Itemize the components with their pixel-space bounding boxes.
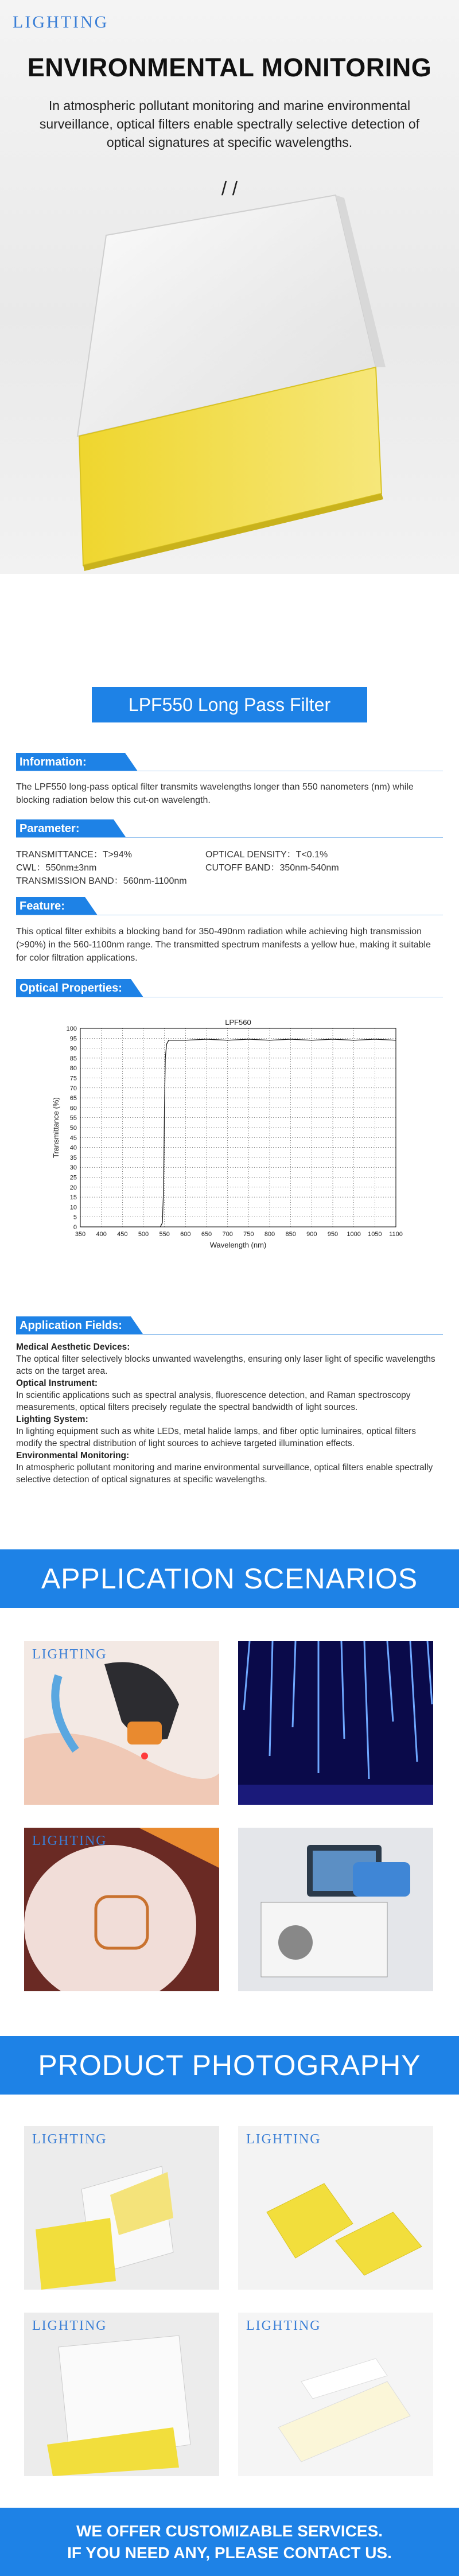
scenario-brand-2: LIGHTING bbox=[32, 1833, 107, 1848]
feature-label: Feature: bbox=[16, 897, 85, 915]
chart-x-tick-label: 900 bbox=[306, 1231, 317, 1238]
lab-instrument-image bbox=[238, 1828, 433, 1991]
af-heading-medical: Medical Aesthetic Devices: bbox=[16, 1342, 130, 1352]
chart-series bbox=[80, 1039, 396, 1227]
chart-y-tick-label: 40 bbox=[69, 1144, 77, 1152]
chart-x-tick-label: 1000 bbox=[347, 1231, 361, 1238]
chart-y-axis-label: Transmittance (%) bbox=[52, 1097, 60, 1158]
contact-line-1: WE OFFER CUSTOMIZABLE SERVICES. bbox=[76, 2522, 383, 2540]
chart-x-tick-label: 400 bbox=[96, 1231, 107, 1238]
chart-y-tick-label: 95 bbox=[69, 1035, 77, 1043]
product-brand-2: LIGHTING bbox=[246, 2132, 321, 2147]
scenario-photo-lighting bbox=[238, 1641, 433, 1805]
hero-section bbox=[0, 0, 459, 574]
chart-x-tick-label: 1050 bbox=[368, 1231, 382, 1238]
chart-y-tick-label: 45 bbox=[69, 1134, 77, 1142]
chart-y-tick-label: 25 bbox=[69, 1174, 77, 1182]
skin-treatment-image bbox=[24, 1828, 219, 1991]
chart-y-tick-label: 30 bbox=[69, 1164, 77, 1172]
chart-y-tick-label: 5 bbox=[73, 1214, 77, 1221]
chart-y-tick-label: 70 bbox=[69, 1085, 77, 1092]
information-text: The LPF550 long-pass optical filter transmits wavelengths longer than 550 nanometers (nm) while blocking radiation below this cut-on wavelength. bbox=[16, 782, 414, 805]
hero-divider: / / bbox=[221, 178, 238, 200]
chart-x-tick-label: 750 bbox=[243, 1231, 254, 1238]
chart-y-tick-label: 55 bbox=[69, 1114, 77, 1122]
product-photo-2 bbox=[238, 2126, 433, 2290]
product-brand-3: LIGHTING bbox=[32, 2318, 107, 2333]
chart-y-tick-label: 50 bbox=[69, 1125, 77, 1132]
param-optical-density: OPTICAL DENSITY：T<0.1% bbox=[205, 850, 328, 860]
af-text-environmental: In atmospheric pollutant monitoring and marine environmental surveillance, optical filters enable spectrally selective detection of optical signatures at specific wavelengths. bbox=[16, 1463, 433, 1485]
af-text-lighting: In lighting equipment such as white LEDs, metal halide lamps, and fiber optic luminaires, optical filters modify the spectral distribution of light sources to achieve targeted illumination effects. bbox=[16, 1427, 416, 1448]
product-brand-1: LIGHTING bbox=[32, 2132, 107, 2147]
contact-banner bbox=[0, 2508, 459, 2576]
param-transmission-band: TRANSMISSION BAND：560nm-1100nm bbox=[16, 876, 187, 886]
scenario-brand-1: LIGHTING bbox=[32, 1647, 107, 1662]
af-text-medical: The optical filter selectively blocks unwanted wavelengths, ensuring only laser light of specific wavelengths acts on the target area. bbox=[16, 1354, 435, 1376]
contact-line-2: IF YOU NEED ANY, PLEASE CONTACT US. bbox=[67, 2544, 392, 2562]
product-photo-3 bbox=[24, 2313, 219, 2476]
chart-x-tick-label: 950 bbox=[327, 1231, 339, 1238]
chart-y-tick-label: 35 bbox=[69, 1154, 77, 1161]
application-scenarios-banner: APPLICATION SCENARIOS bbox=[0, 1549, 459, 1608]
chart-x-axis-label: Wavelength (nm) bbox=[209, 1241, 267, 1249]
chart-x-tick-label: 450 bbox=[117, 1231, 128, 1238]
param-cwl: CWL：550nm±3nm bbox=[16, 863, 97, 873]
af-heading-optical: Optical Instrument: bbox=[16, 1378, 98, 1388]
chart-y-tick-label: 80 bbox=[69, 1065, 77, 1073]
chart-x-tick-label: 700 bbox=[222, 1231, 233, 1238]
filter-photo-3 bbox=[24, 2313, 219, 2476]
application-fields-label: Application Fields: bbox=[16, 1316, 131, 1335]
application-fields-rule bbox=[16, 1334, 443, 1335]
hero-title: ENVIRONMENTAL MONITORING bbox=[27, 53, 432, 82]
product-photography-banner: PRODUCT PHOTOGRAPHY bbox=[0, 2036, 459, 2095]
chart-y-tick-label: 10 bbox=[69, 1204, 77, 1211]
chart-y-tick-label: 20 bbox=[69, 1184, 77, 1191]
chart-x-tick-label: 650 bbox=[201, 1231, 212, 1238]
product-title: LPF550 Long Pass Filter bbox=[92, 687, 367, 722]
scenario-photo-medical bbox=[24, 1641, 219, 1805]
hero-filter-image bbox=[0, 0, 459, 574]
optical-properties-label: Optical Properties: bbox=[16, 979, 131, 997]
chart-x-tick-label: 850 bbox=[285, 1231, 296, 1238]
chart-y-tick-label: 100 bbox=[66, 1025, 77, 1032]
product-photo-4 bbox=[238, 2313, 433, 2476]
chart-x-tick-label: 800 bbox=[264, 1231, 275, 1238]
chart-plot-frame bbox=[80, 1028, 396, 1227]
chart-x-tick-label: 550 bbox=[159, 1231, 170, 1238]
light-tubes-image bbox=[238, 1641, 433, 1805]
chart-y-tick-label: 85 bbox=[69, 1055, 77, 1062]
parameter-rule bbox=[16, 837, 443, 838]
transmittance-chart bbox=[49, 1016, 416, 1262]
feature-text: This optical filter exhibits a blocking band for 350-490nm radiation while achieving high transmission (>90%) in the 560-1100nm range. The transmitted spectrum manifests a yellow hue, making it suitable for color filtration applications. bbox=[16, 927, 431, 963]
scenario-photo-instrument bbox=[238, 1828, 433, 1991]
af-heading-lighting: Lighting System: bbox=[16, 1415, 88, 1424]
product-photo-1 bbox=[24, 2126, 219, 2290]
chart-y-tick-label: 75 bbox=[69, 1075, 77, 1082]
chart-x-tick-label: 350 bbox=[75, 1231, 86, 1238]
chart-series-line bbox=[80, 1039, 396, 1227]
af-heading-environmental: Environmental Monitoring: bbox=[16, 1451, 130, 1460]
param-transmittance: TRANSMITTANCE：T>94% bbox=[16, 850, 132, 860]
chart-x-tick-label: 500 bbox=[138, 1231, 149, 1238]
filter-photo-2 bbox=[238, 2126, 433, 2290]
medical-laser-image bbox=[24, 1641, 219, 1805]
af-text-optical: In scientific applications such as spectral analysis, fluorescence detection, and Raman spectroscopy measurements, optical filters precisely regulate the spectral bandwidth of light sources. bbox=[16, 1390, 411, 1412]
param-cutoff-band: CUTOFF BAND：350nm-540nm bbox=[205, 863, 339, 873]
chart-y-tick-label: 65 bbox=[69, 1095, 77, 1102]
chart-ticks bbox=[67, 1025, 403, 1238]
chart-x-tick-label: 1100 bbox=[389, 1231, 403, 1238]
filter-photo-4 bbox=[238, 2313, 433, 2476]
filter-photo-1 bbox=[24, 2126, 219, 2290]
hero-description: In atmospheric pollutant monitoring and marine environmental surveillance, optical filters enable spectrally selective detection of optical signatures at specific wavelengths. bbox=[39, 98, 420, 150]
chart-y-tick-label: 60 bbox=[69, 1105, 77, 1112]
product-brand-4: LIGHTING bbox=[246, 2318, 321, 2333]
parameter-label: Parameter: bbox=[16, 819, 114, 838]
chart-y-tick-label: 90 bbox=[69, 1045, 77, 1052]
scenario-photo-skin bbox=[24, 1828, 219, 1991]
chart-y-tick-label: 15 bbox=[69, 1194, 77, 1202]
chart-y-tick-label: 0 bbox=[73, 1224, 77, 1231]
application-fields-list bbox=[16, 1341, 443, 1486]
information-label: Information: bbox=[16, 753, 125, 771]
chart-x-tick-label: 600 bbox=[180, 1231, 191, 1238]
chart-grid bbox=[80, 1028, 396, 1227]
brand-logo: LIGHTING bbox=[13, 13, 109, 32]
chart-title: LPF560 bbox=[225, 1018, 251, 1027]
